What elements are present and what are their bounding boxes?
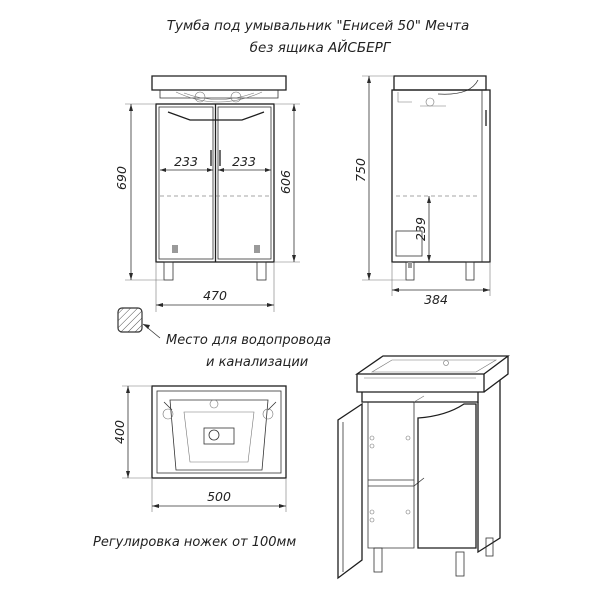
title-line-2: без ящика АЙСБЕРГ	[249, 40, 391, 56]
legend	[118, 308, 331, 370]
title-line-1: Тумба под умывальник "Енисей 50" Мечта	[166, 18, 470, 34]
leg-adjust-note: Регулировка ножек от 100мм	[93, 535, 297, 550]
dim-top-depth: 400	[112, 420, 127, 444]
front-view	[114, 76, 300, 312]
dim-side-height: 750	[353, 158, 368, 182]
dim-inner-right: 233	[232, 154, 256, 169]
dim-inner-left: 233	[174, 154, 198, 169]
dim-front-width: 470	[203, 288, 227, 303]
legend-line-2: и канализации	[206, 355, 309, 370]
top-view	[112, 386, 286, 512]
isometric-view	[338, 356, 508, 578]
hatch-swatch	[118, 308, 142, 332]
dim-top-width: 500	[207, 489, 231, 504]
dim-side-depth: 384	[424, 292, 448, 307]
dim-height-body: 606	[278, 170, 293, 194]
dim-cutout-height: 239	[413, 217, 428, 241]
side-view	[353, 76, 490, 307]
dim-height-total: 690	[114, 166, 129, 190]
legend-line-1: Место для водопровода	[166, 333, 332, 348]
